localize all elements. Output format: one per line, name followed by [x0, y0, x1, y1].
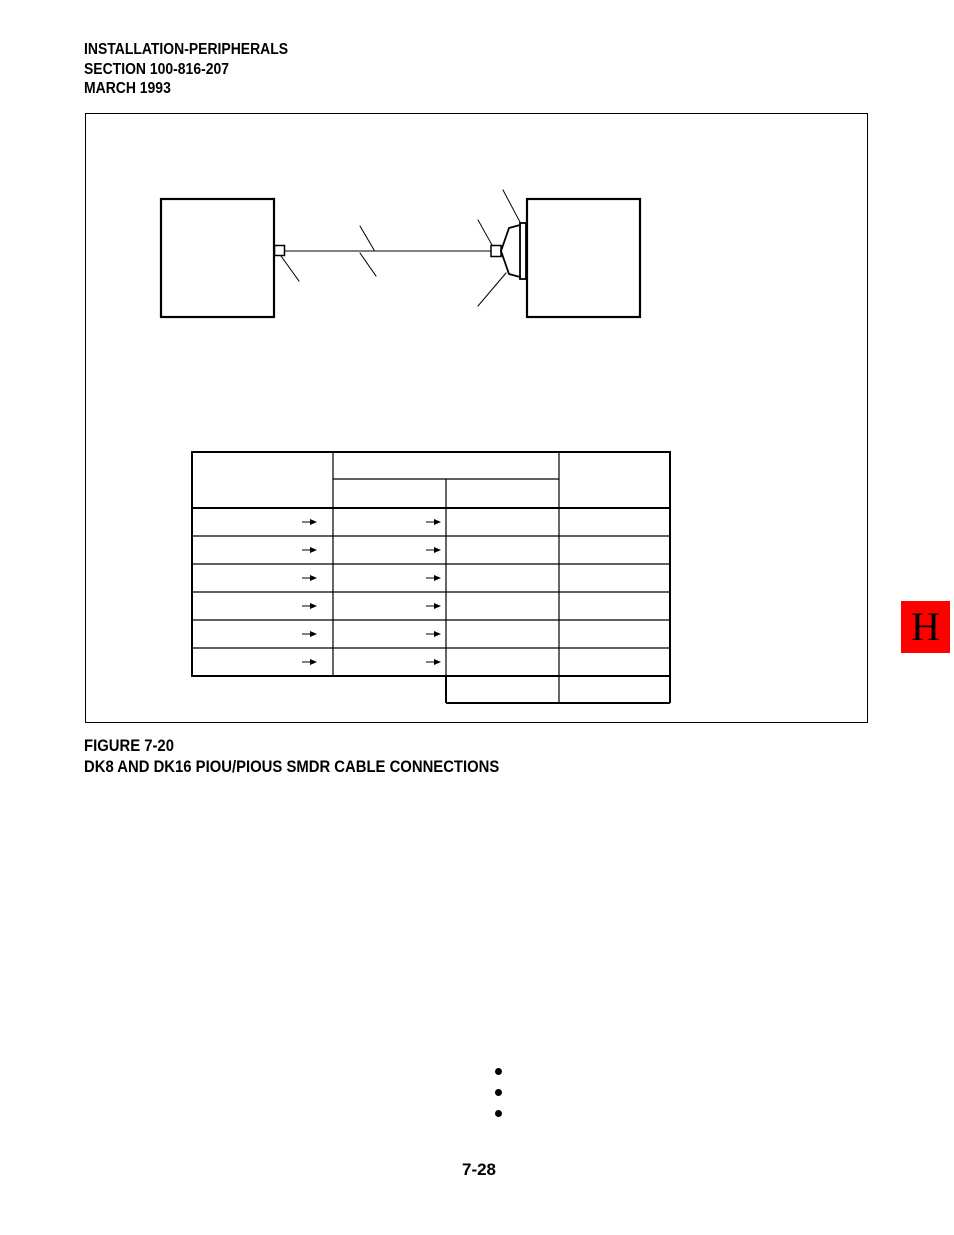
bullet-dot: [495, 1110, 502, 1117]
header-line-2: SECTION 100-816-207: [84, 60, 229, 78]
section-tab-marker: H: [901, 601, 950, 653]
figure-title: DK8 AND DK16 PIOU/PIOUS SMDR CABLE CONNECTIONS: [84, 758, 500, 776]
figure-frame: [85, 113, 868, 723]
bullet-dot: [495, 1089, 502, 1096]
continuation-bullets: [495, 1068, 505, 1131]
bullet-dot: [495, 1068, 502, 1075]
document-header: [84, 40, 288, 99]
figure-caption: [84, 736, 499, 778]
header-line-3: MARCH 1993: [84, 80, 171, 97]
header-line-1: INSTALLATION-PERIPHERALS: [84, 41, 289, 58]
page-number: 7-28: [461, 1160, 497, 1179]
figure-number: FIGURE 7-20: [84, 737, 174, 755]
